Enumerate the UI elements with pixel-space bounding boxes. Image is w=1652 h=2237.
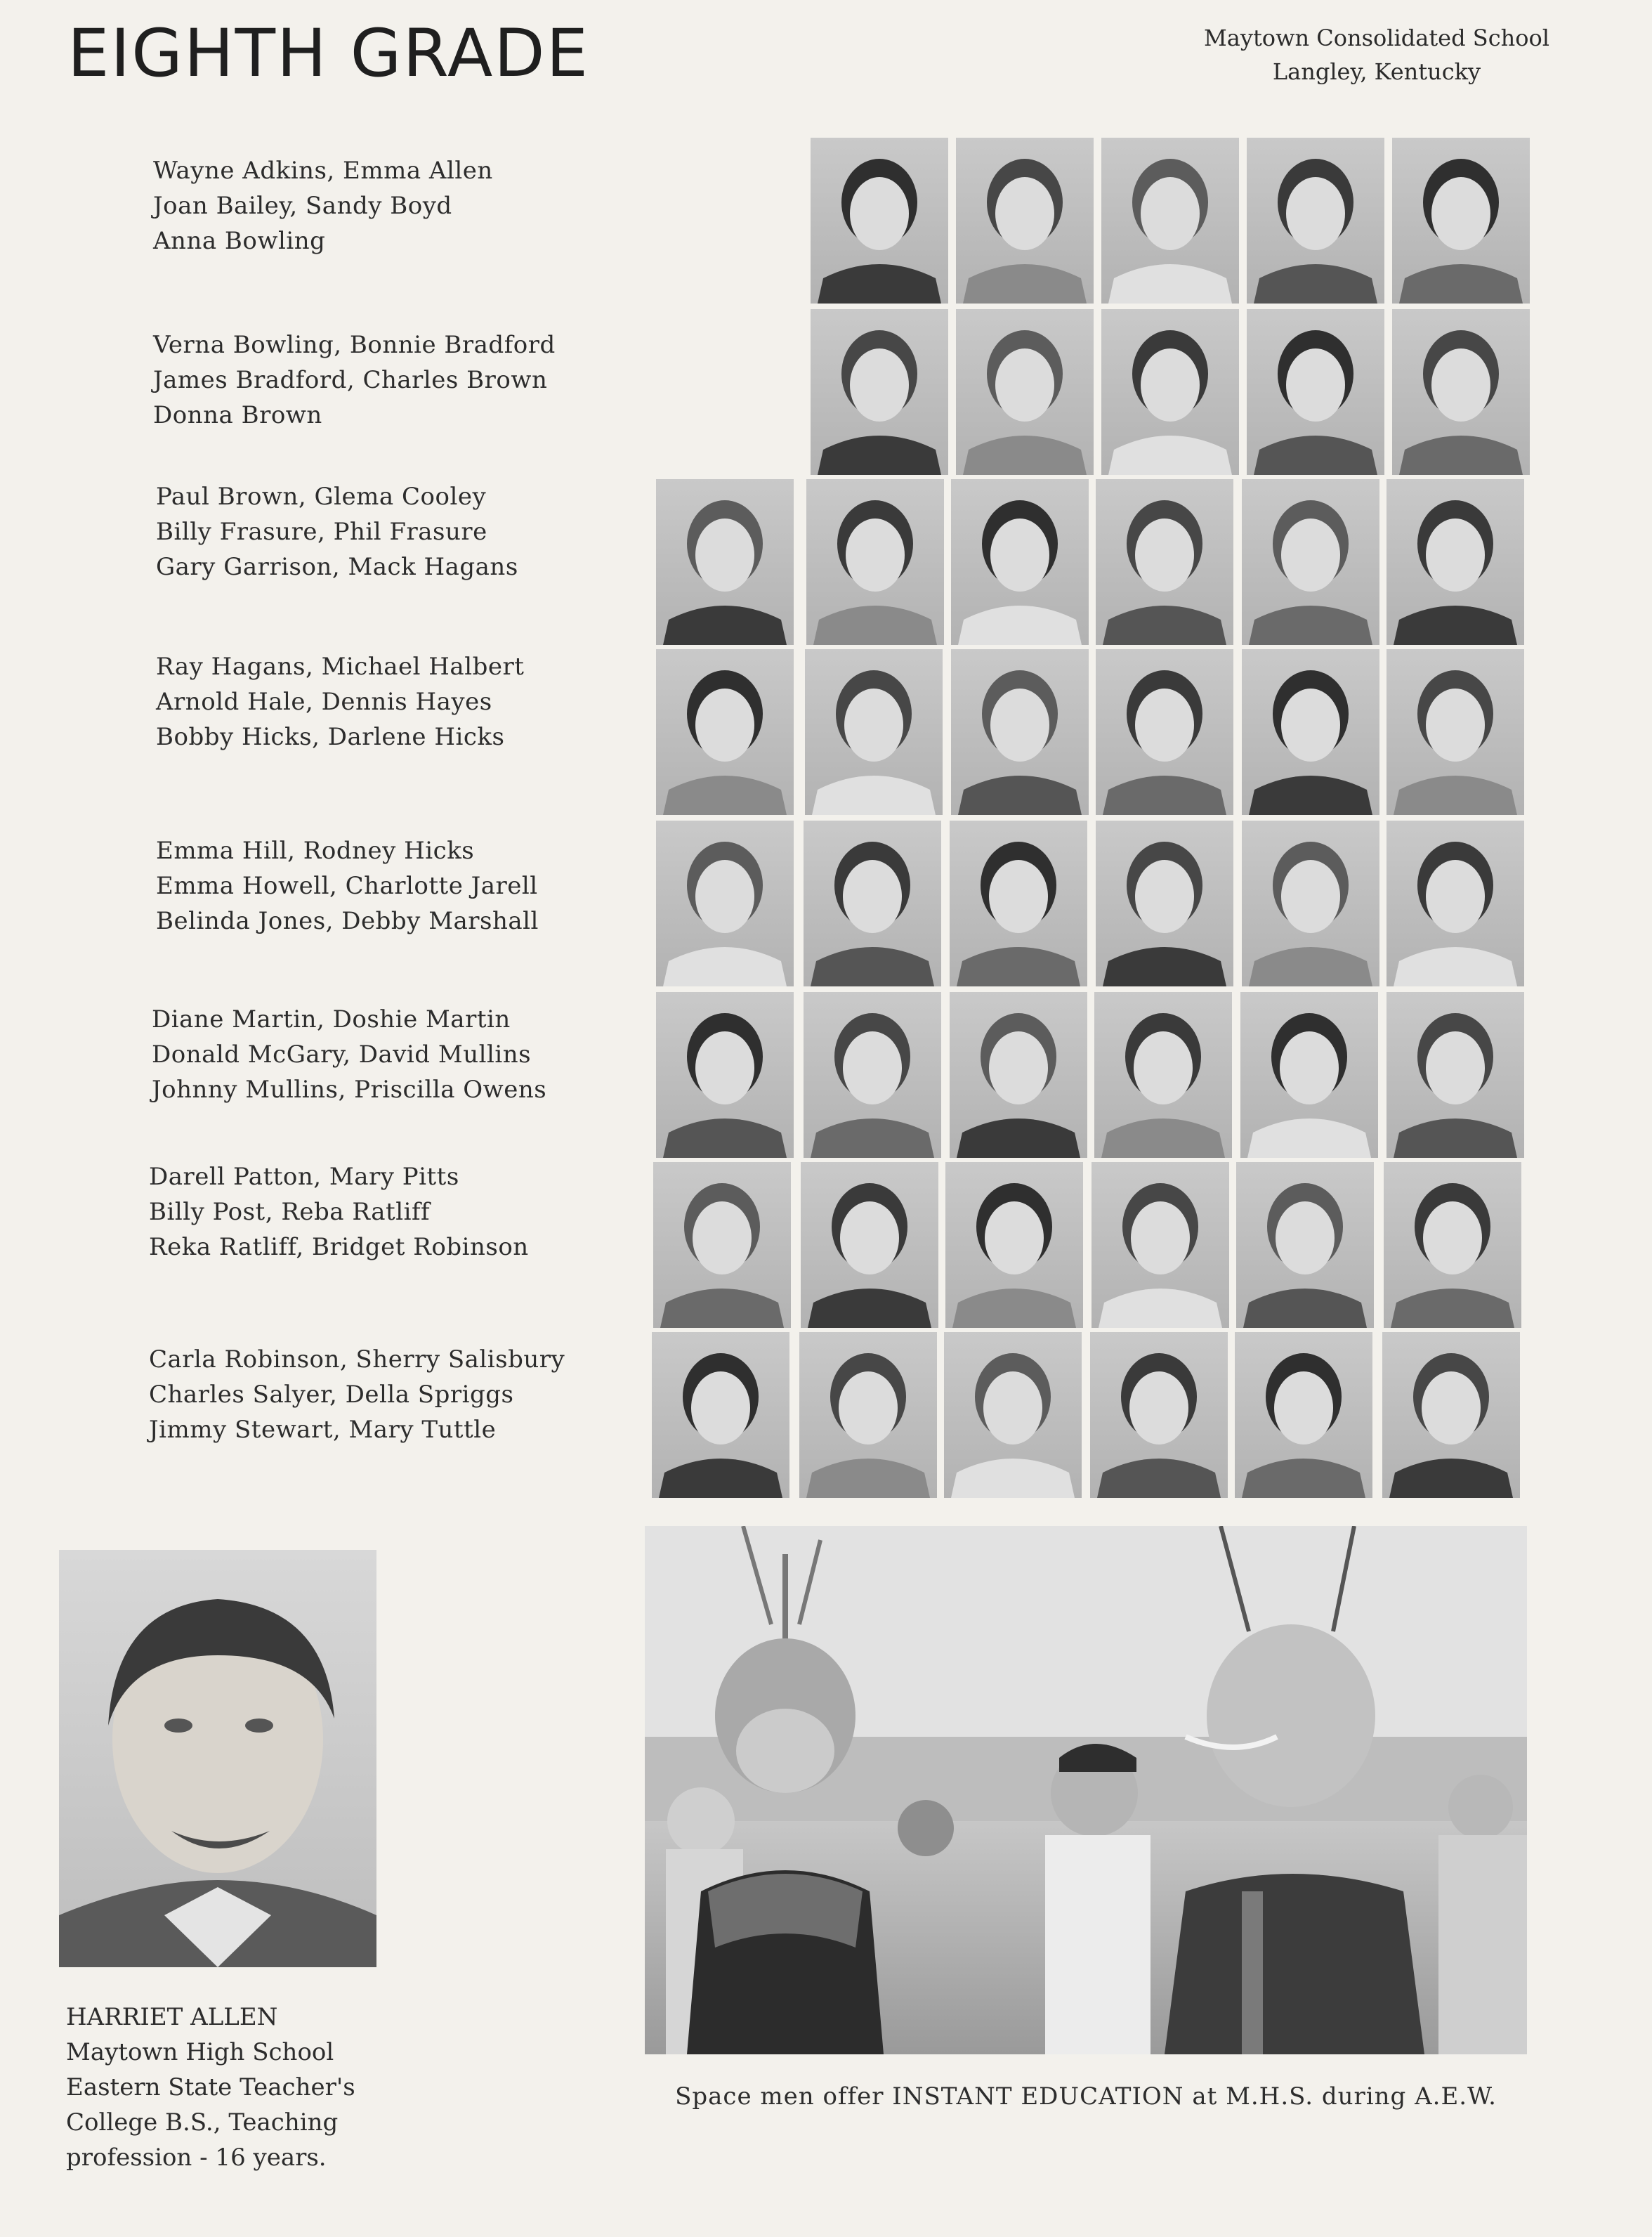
name-line: Anna Bowling: [153, 227, 326, 255]
student-portrait: [804, 821, 941, 986]
name-line: Diane Martin, Doshie Martin: [152, 1005, 511, 1033]
student-portrait: [1386, 821, 1524, 986]
name-line: Bobby Hicks, Darlene Hicks: [156, 723, 505, 751]
student-portrait: [944, 1332, 1082, 1498]
student-portrait: [1242, 649, 1379, 815]
teacher-education: Eastern State Teacher's: [66, 2073, 355, 2101]
student-portrait: [945, 1162, 1083, 1328]
name-group-1: [153, 153, 493, 259]
name-group-5: [156, 833, 539, 939]
student-portrait: [1242, 821, 1379, 986]
teacher-experience: profession - 16 years.: [66, 2144, 327, 2172]
name-line: Donna Brown: [153, 401, 322, 429]
student-portrait: [656, 479, 794, 645]
student-portrait: [811, 309, 948, 475]
name-group-2: [153, 327, 556, 433]
student-portrait: [1090, 1332, 1228, 1498]
student-portrait: [1236, 1162, 1374, 1328]
name-group-6: [152, 1002, 546, 1107]
student-portrait: [1392, 309, 1530, 475]
name-line: Jimmy Stewart, Mary Tuttle: [149, 1416, 497, 1444]
student-portrait: [1247, 138, 1384, 304]
name-line: Paul Brown, Glema Cooley: [156, 483, 487, 511]
student-portrait: [1247, 309, 1384, 475]
student-portrait: [811, 138, 948, 304]
name-line: Donald McGary, David Mullins: [152, 1041, 532, 1069]
student-portrait: [956, 138, 1094, 304]
student-portrait: [1384, 1162, 1521, 1328]
student-portrait: [1392, 138, 1530, 304]
student-portrait: [1240, 992, 1378, 1158]
student-portrait: [951, 479, 1089, 645]
student-portrait: [1382, 1332, 1520, 1498]
name-line: Billy Post, Reba Ratliff: [149, 1198, 431, 1226]
student-portrait: [1101, 138, 1239, 304]
student-portrait: [656, 821, 794, 986]
student-portrait: [652, 1332, 789, 1498]
student-portrait: [804, 992, 941, 1158]
student-portrait: [806, 479, 944, 645]
space-men-photo: [645, 1526, 1527, 2054]
name-line: Ray Hagans, Michael Halbert: [156, 653, 525, 681]
name-line: Verna Bowling, Bonnie Bradford: [153, 331, 556, 359]
photo-caption: Space men offer INSTANT EDUCATION at M.H.S. during A.E.W.: [675, 2082, 1497, 2111]
student-portrait: [1096, 821, 1233, 986]
student-portrait: [1094, 992, 1232, 1158]
school-name: Maytown Consolidated School: [1204, 25, 1549, 51]
student-portrait: [801, 1162, 938, 1328]
student-portrait: [1386, 992, 1524, 1158]
name-line: Carla Robinson, Sherry Salisbury: [149, 1345, 565, 1374]
student-portrait: [799, 1332, 937, 1498]
name-line: Arnold Hale, Dennis Hayes: [156, 688, 492, 716]
student-portrait: [1096, 479, 1233, 645]
name-group-3: [156, 479, 518, 585]
name-line: Johnny Mullins, Priscilla Owens: [152, 1076, 547, 1104]
student-portrait: [951, 649, 1089, 815]
student-portrait: [1092, 1162, 1229, 1328]
name-group-8: [149, 1342, 565, 1447]
teacher-name: HARRIET ALLEN: [66, 2003, 278, 2031]
student-portrait: [950, 992, 1087, 1158]
student-portrait: [1096, 649, 1233, 815]
name-group-7: [149, 1159, 529, 1265]
teacher-degree: College B.S., Teaching: [66, 2108, 339, 2137]
student-portrait: [950, 821, 1087, 986]
student-portrait: [653, 1162, 791, 1328]
name-line: Emma Howell, Charlotte Jarell: [156, 872, 538, 900]
name-line: Billy Frasure, Phil Frasure: [156, 518, 487, 546]
name-line: James Bradford, Charles Brown: [153, 366, 548, 394]
student-portrait: [656, 649, 794, 815]
student-portrait: [1386, 479, 1524, 645]
school-location: Langley, Kentucky: [1272, 58, 1481, 85]
student-portrait: [1242, 479, 1379, 645]
page-title: EIGHTH GRADE: [67, 15, 590, 92]
student-portrait: [1386, 649, 1524, 815]
teacher-school: Maytown High School: [66, 2038, 334, 2066]
student-portrait: [1235, 1332, 1372, 1498]
school-info: [1152, 21, 1601, 89]
name-line: Gary Garrison, Mack Hagans: [156, 553, 518, 581]
student-portrait: [805, 649, 943, 815]
student-portrait: [1101, 309, 1239, 475]
name-line: Darell Patton, Mary Pitts: [149, 1163, 459, 1191]
student-portrait: [656, 992, 794, 1158]
name-line: Charles Salyer, Della Spriggs: [149, 1381, 514, 1409]
teacher-portrait: [59, 1550, 376, 1967]
name-line: Emma Hill, Rodney Hicks: [156, 837, 475, 865]
teacher-caption: [66, 2000, 355, 2175]
name-group-4: [156, 649, 524, 755]
name-line: Joan Bailey, Sandy Boyd: [153, 192, 452, 220]
name-line: Reka Ratliff, Bridget Robinson: [149, 1233, 529, 1261]
student-portrait: [956, 309, 1094, 475]
name-line: Wayne Adkins, Emma Allen: [153, 157, 493, 185]
name-line: Belinda Jones, Debby Marshall: [156, 907, 539, 935]
